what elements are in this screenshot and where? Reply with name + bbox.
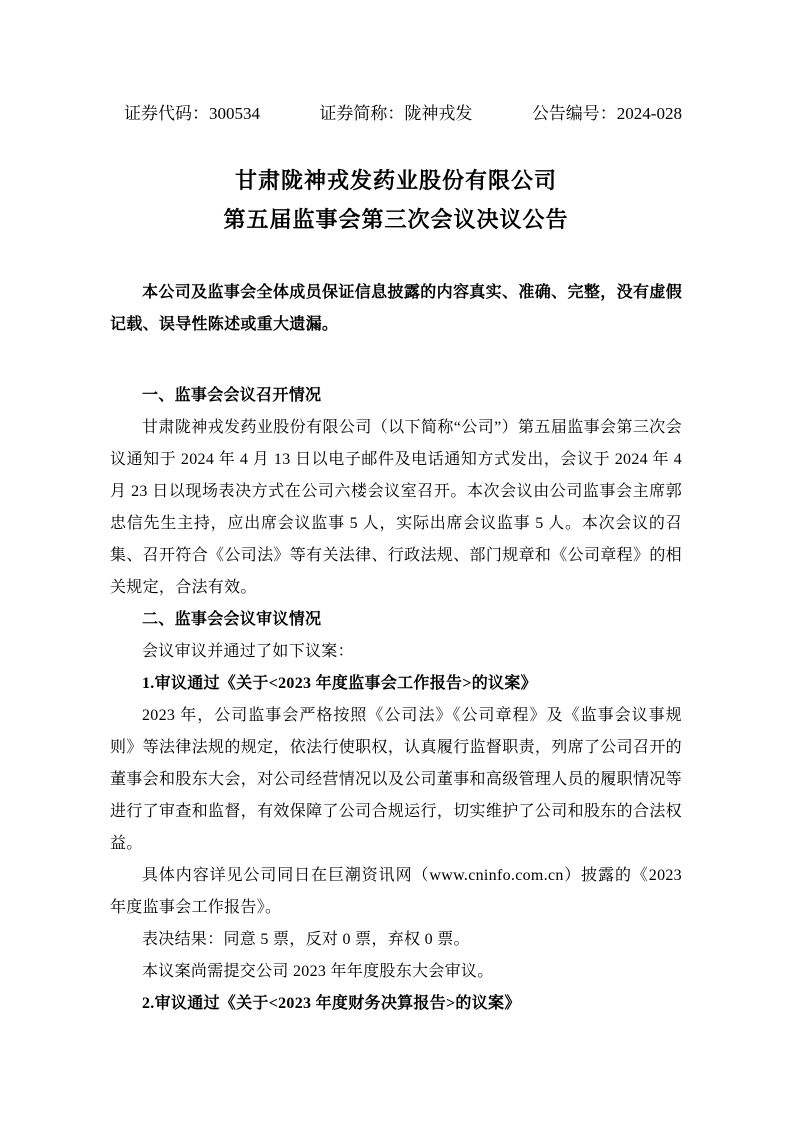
- section1-heading: 一、监事会会议召开情况: [142, 387, 322, 404]
- document-header: [110, 103, 682, 125]
- section2-heading: 二、监事会会议审议情况: [142, 611, 322, 628]
- section2-intro: 会议审议并通过了如下议案：: [142, 643, 354, 660]
- truthfulness-statement: 本公司及监事会全体成员保证信息披露的内容真实、准确、完整，没有虚假记载、误导性陈述或重大遗漏。: [110, 284, 682, 333]
- proposal1-note: 本议案尚需提交公司 2023 年年度股东大会审议。: [142, 963, 494, 980]
- stock-abbreviation: 证券简称：陇神戎发: [319, 104, 473, 123]
- resolution-title: 第五届监事会第三次会议决议公告: [223, 207, 569, 232]
- announcement-number: 公告编号：2024-028: [531, 104, 682, 123]
- section1-paragraph: 甘肃陇神戎发药业股份有限公司（以下简称“公司”）第五届监事会第三次会议通知于 2024 年 4 月 13 日以电子邮件及电话通知方式发出，会议于 2024 年 4 月 23 日以现场表决方式在公司六楼会议室召开。本次会议由公司监事会主席郭忠信先生主持，应出席会议监事 5 人，实际出席会议监事 5 人。本次会议的召集、召开符合《公司法》等有关法律、行政法规、部门规章和《公司章程》的相关规定，合法有效。: [110, 419, 682, 596]
- company-name-title: 甘肃陇神戎发药业股份有限公司: [234, 168, 557, 193]
- proposal2-heading: 2.审议通过《关于<2023 年度财务决算报告>的议案》: [142, 995, 521, 1012]
- proposal1-vote-result: 表决结果：同意 5 票，反对 0 票，弃权 0 票。: [142, 931, 470, 948]
- proposal1-paragraph: 2023 年，公司监事会严格按照《公司法》《公司章程》及《监事会议事规则》等法律法规的规定，依法行使职权，认真履行监督职责，列席了公司召开的董事会和股东大会，对公司经营情况以及公司董事和高级管理人员的履职情况等进行了审查和监督，有效保障了公司合规运行，切实维护了公司和股东的合法权益。: [110, 707, 682, 852]
- stock-code: 证券代码：300534: [124, 104, 260, 123]
- proposal1-heading: 1.审议通过《关于<2023 年度监事会工作报告>的议案》: [142, 675, 537, 692]
- proposal1-disclosure: 具体内容详见公司同日在巨潮资讯网（www.cninfo.com.cn）披露的《2023 年度监事会工作报告》。: [110, 867, 682, 916]
- document-title: [110, 161, 682, 239]
